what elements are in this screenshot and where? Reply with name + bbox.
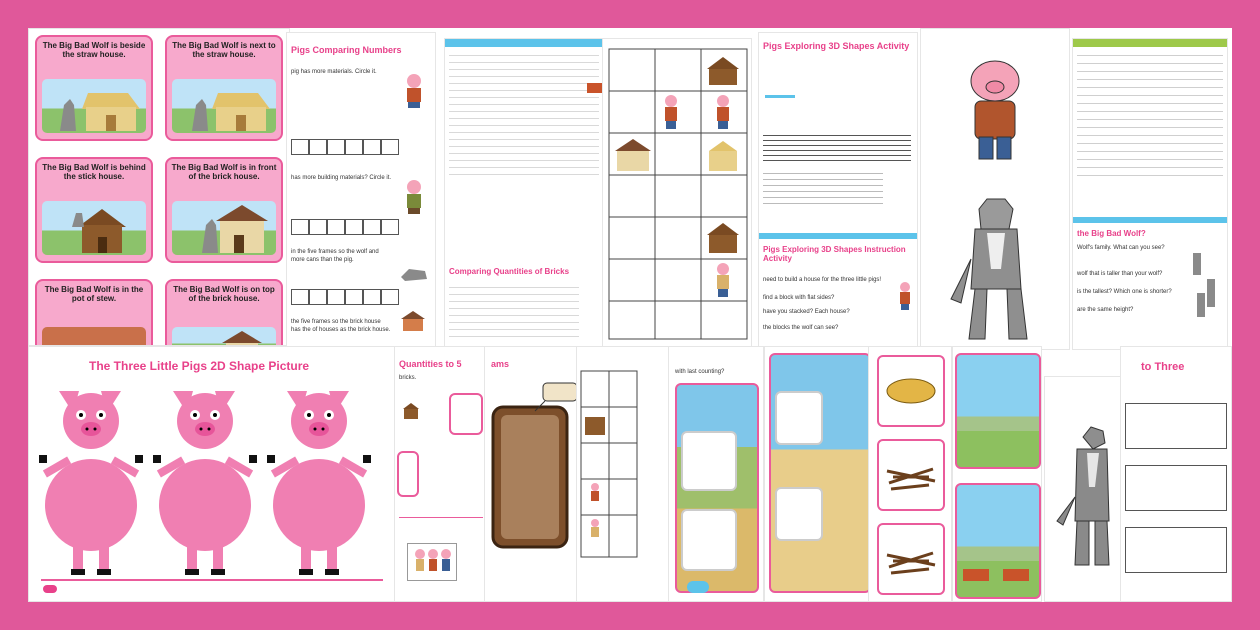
three-pigs-shapes	[29, 381, 396, 601]
footer-line	[399, 517, 483, 518]
card-text: The Big Bad Wolf is in the pot of stew.	[44, 285, 144, 304]
pig-icon	[971, 61, 1019, 159]
instruction-text: the blocks the wolf can see?	[763, 325, 839, 331]
character-cutouts-sheet	[920, 28, 1070, 350]
pig-icon	[591, 483, 599, 501]
answer-box[interactable]	[449, 393, 483, 435]
landscape-card	[955, 483, 1041, 599]
header-bar	[1073, 39, 1227, 47]
wolf-icon	[202, 219, 218, 253]
straw-house-icon	[172, 79, 276, 133]
sheet-title: Quantities to 5	[399, 359, 462, 369]
position-card	[165, 279, 283, 346]
instruction-text: have you stacked? Each house?	[763, 309, 850, 315]
wolf-icon	[192, 99, 208, 131]
card-text: The Big Bad Wolf is behind the stick house.	[42, 163, 146, 182]
brick-house-icon	[172, 201, 276, 255]
pig-icon	[591, 519, 599, 537]
sheet-title: Comparing Quantities of Bricks	[449, 267, 570, 276]
position-card	[35, 279, 153, 346]
answer-row[interactable]	[1125, 527, 1227, 573]
sheet-title: Pigs Exploring 3D Shapes Instruction Activity	[763, 245, 906, 263]
sticks-icon	[879, 441, 943, 509]
five-frame	[291, 289, 399, 305]
sheet-title: Pigs Exploring 3D Shapes Activity	[763, 41, 910, 51]
card-text: The Big Bad Wolf is beside the straw house.	[42, 41, 146, 60]
header-bar	[1073, 217, 1227, 223]
stick-house-icon	[707, 223, 739, 253]
pig-icon	[895, 281, 915, 311]
pig-icon	[153, 391, 257, 575]
pig-icon	[665, 95, 677, 129]
brick-house-icon	[399, 309, 427, 331]
logo-icon	[687, 581, 709, 593]
stick-house-icon	[42, 201, 146, 255]
position-card	[35, 157, 153, 263]
instruction-text: with last counting?	[675, 369, 725, 375]
position-cards-sheet	[28, 28, 290, 346]
wolf-icon	[951, 199, 1027, 339]
straw-card	[877, 355, 945, 427]
answer-box[interactable]	[775, 391, 823, 445]
quantities-sheet	[394, 346, 488, 602]
landscape-card	[955, 353, 1041, 469]
upside-down-text	[763, 173, 883, 209]
answer-box[interactable]	[397, 451, 419, 497]
straw-house-icon	[42, 79, 146, 133]
pig-icon	[399, 179, 429, 215]
answer-box[interactable]	[681, 509, 737, 571]
brick-wall-scene	[42, 327, 146, 346]
wolf-icon	[60, 99, 76, 131]
pig-icon	[717, 263, 729, 297]
resource-pack-board	[28, 28, 1232, 602]
logo-icon	[43, 585, 57, 593]
sheet-title: the Big Bad Wolf?	[1077, 229, 1146, 238]
instruction-block	[449, 281, 579, 341]
picture-grid-sheet	[602, 38, 752, 350]
card-text: The Big Bad Wolf is in front of the brick house.	[171, 163, 277, 182]
sticks-icon	[879, 525, 943, 593]
instruction-text: find a block with flat sides?	[763, 295, 835, 301]
wolf-heights-sheet	[1072, 38, 1228, 350]
header-bar	[445, 39, 605, 47]
paragraph-block	[763, 131, 911, 163]
pig-icon	[407, 543, 457, 581]
brick-house-scene	[172, 327, 276, 346]
straw-house-scene	[172, 79, 276, 133]
pig-icon	[399, 73, 429, 109]
bag-icon	[485, 367, 584, 567]
shape-picture-sheet	[28, 346, 396, 602]
instruction-text: the five frames so the brick house has the of houses as the brick house.	[291, 319, 391, 333]
position-card	[165, 157, 283, 263]
header-bar	[759, 233, 917, 239]
picture-grid-sheet-2	[576, 346, 672, 602]
wolf-icon	[1183, 249, 1223, 329]
material-cards-sheet	[868, 346, 952, 602]
pig-icon	[267, 391, 371, 575]
exploring-3d-shapes-sheet	[758, 32, 918, 348]
brick-icon	[963, 569, 989, 581]
stick-house-icon	[585, 417, 605, 435]
sheet-title: to Three	[1141, 361, 1185, 373]
comparing-bricks-sheet	[444, 38, 606, 350]
wolf-icon	[399, 259, 429, 283]
brick-house-scene	[172, 201, 276, 255]
comparing-numbers-sheet	[286, 32, 436, 348]
instruction-text: are the same height?	[1077, 307, 1134, 313]
instruction-text: bricks.	[399, 375, 417, 381]
five-frame	[291, 219, 399, 235]
materials-bag-sheet	[484, 346, 584, 602]
card-text: The Big Bad Wolf is on top of the brick house.	[173, 285, 275, 304]
stick-house-icon	[401, 401, 421, 421]
instruction-text: Wolf's family. What can you see?	[1077, 245, 1165, 251]
answer-row[interactable]	[1125, 465, 1227, 511]
answer-row[interactable]	[1125, 403, 1227, 449]
wolf-icon	[72, 213, 84, 227]
instruction-text: wolf that is taller than your wolf?	[1077, 271, 1163, 277]
sticks-card	[877, 523, 945, 595]
to-three-sheet	[1120, 346, 1232, 602]
picture-grid	[603, 39, 752, 350]
sheet-title: The Three Little Pigs 2D Shape Picture	[89, 359, 310, 373]
pig-icon	[717, 95, 729, 129]
position-card	[165, 35, 283, 141]
straw-house-scene	[42, 79, 146, 133]
wolf-card-sheet	[1044, 376, 1126, 602]
instruction-text: has more building materials? Circle it.	[291, 175, 392, 181]
house-closeup-sheet	[764, 346, 874, 602]
five-frame	[291, 139, 399, 155]
counting-sheet	[668, 346, 764, 602]
stick-house-icon	[707, 57, 739, 85]
wolf-icon	[1045, 417, 1126, 602]
header-bar	[765, 95, 795, 98]
upside-down-text	[1077, 53, 1223, 183]
instruction-text: is the tallest? Which one is shorter?	[1077, 289, 1172, 295]
picture-frame	[769, 353, 871, 593]
straw-icon	[879, 357, 943, 425]
sheet-title: Pigs Comparing Numbers	[291, 45, 402, 55]
upside-down-text	[449, 51, 599, 181]
straw-house-icon	[709, 141, 737, 171]
sticks-card	[877, 439, 945, 511]
brick-icon	[1003, 569, 1029, 581]
instruction-text: need to build a house for the three little pigs!	[763, 277, 882, 283]
brick-house-icon	[615, 139, 651, 171]
position-card	[35, 35, 153, 141]
footer-line	[41, 579, 383, 581]
card-text: The Big Bad Wolf is next to the straw house.	[172, 41, 276, 60]
stick-house-scene	[42, 201, 146, 255]
answer-box[interactable]	[775, 487, 823, 541]
sheet-title: ams	[491, 359, 510, 369]
answer-box[interactable]	[681, 431, 737, 491]
instruction-text: in the five frames so the wolf and more cans than the pig.	[291, 249, 379, 263]
instruction-text: pig has more materials. Circle it.	[291, 69, 377, 75]
pig-icon	[39, 391, 143, 575]
picture-grid	[577, 347, 672, 567]
landscape-cards-sheet	[952, 346, 1042, 602]
